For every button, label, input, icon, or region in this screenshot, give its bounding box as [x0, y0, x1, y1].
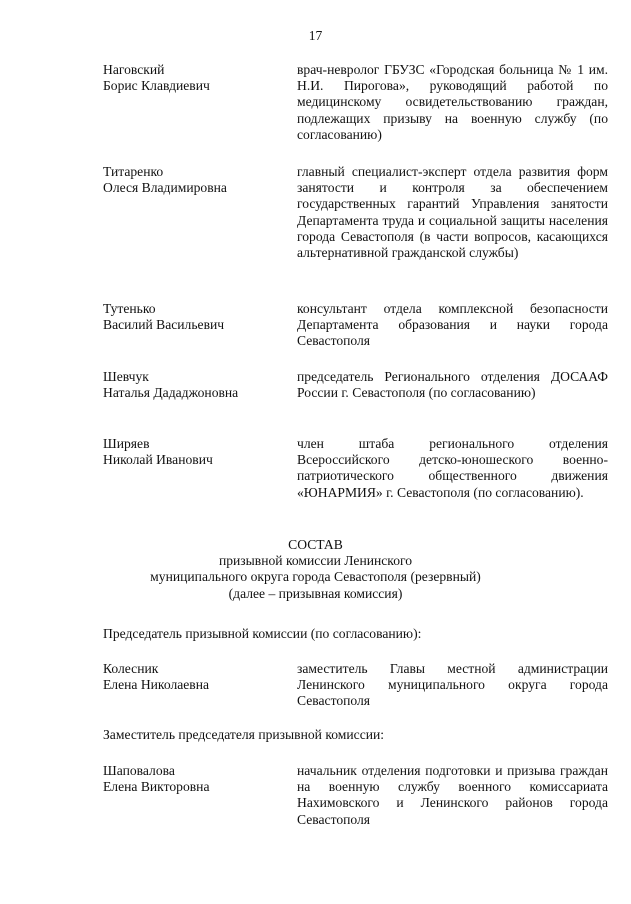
- member-role: консультант отдела комплексной безопасности Департамента образования и науки города Севастополя: [297, 301, 608, 349]
- member-given-name: Олеся Владимировна: [103, 180, 227, 196]
- section-subtitle-line: муниципального округа города Севастополя (резервный): [150, 569, 481, 585]
- member-role: член штаба регионального отделения Всероссийского детско-юношеского военно-патриотического общественного движения «ЮНАРМИЯ» г. Севастополя (по согласованию).: [297, 436, 608, 500]
- member-surname: Наговский: [103, 62, 165, 77]
- member-role: председатель Регионального отделения ДОСААФ России г. Севастополя (по согласованию): [297, 369, 608, 401]
- chair-role: заместитель Главы местной администрации Ленинского муниципального округа города Севастополя: [297, 661, 608, 709]
- member-surname: Тутенько: [103, 301, 156, 316]
- deputy-surname: Шаповалова: [103, 763, 175, 778]
- section-subtitle-line: (далее – призывная комиссия): [228, 585, 403, 601]
- section-subtitle-line: призывной комиссии Ленинского: [218, 553, 413, 569]
- section-heading: [0, 537, 631, 602]
- member-given-name: Василий Васильевич: [103, 317, 225, 333]
- section-title: СОСТАВ: [288, 537, 343, 552]
- chair-surname: Колесник: [103, 661, 159, 676]
- member-surname: Ширяев: [103, 436, 150, 451]
- member-given-name: Борис Клавдиевич: [103, 78, 210, 94]
- member-role: врач-невролог ГБУЗС «Городская больница № 1 им. Н.И. Пирогова», руководящий работой по медицинскому освидетельствованию граждан, подлежащих призыву на военную службу (по согласованию): [297, 62, 608, 142]
- chair-name: [103, 661, 288, 693]
- member-surname: Титаренко: [103, 164, 164, 179]
- deputy-role: начальник отделения подготовки и призыва граждан на военную службу военного комиссариата Нахимовского и Ленинского районов города Севастополя: [297, 763, 608, 827]
- member-surname: Шевчук: [103, 369, 149, 384]
- deputy-name: [103, 763, 288, 795]
- page-number: 17: [308, 28, 323, 43]
- member-name: [103, 62, 288, 94]
- member-given-name: Николай Иванович: [103, 452, 213, 468]
- deputy-label: Заместитель председателя призывной комиссии:: [103, 727, 385, 742]
- deputy-given-name: Елена Викторовна: [103, 779, 210, 795]
- member-name: [103, 164, 288, 196]
- member-given-name: Наталья Дададжоновна: [103, 385, 239, 401]
- member-name: [103, 301, 288, 333]
- chair-given-name: Елена Николаевна: [103, 677, 210, 693]
- member-role: главный специалист-эксперт отдела развития форм занятости и контроля за обеспечением государственных гарантий Управления занятости Департамента труда и социальной защиты населения города Севастополя (в части вопросов, касающихся альтернативной гражданской службы): [297, 164, 608, 261]
- member-name: [103, 369, 288, 401]
- chair-label: Председатель призывной комиссии (по согласованию):: [103, 626, 422, 641]
- member-name: [103, 436, 288, 468]
